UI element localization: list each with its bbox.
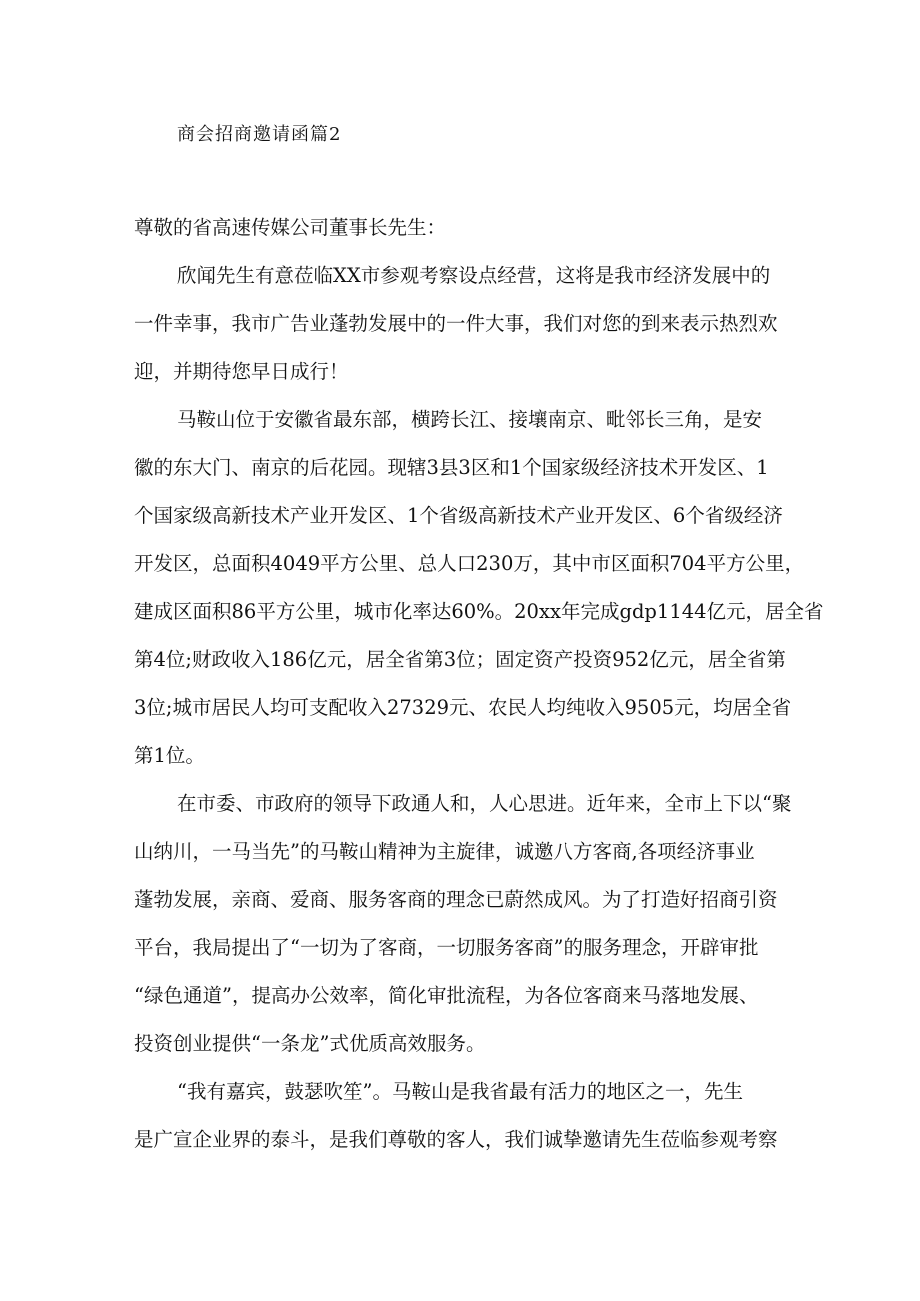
paragraph-4-line-2: 是广宣企业界的泰斗，是我们尊敬的客人，我们诚挚邀请先生莅临参观考察: [134, 1128, 778, 1151]
paragraph-1-line-1: 欣闻先生有意莅临XX市参观考察设点经营，这将是我市经济发展中的: [177, 264, 771, 287]
paragraph-3-line-1: 在市委、市政府的领导下政通人和，人心思进。近年来，全市上下以“聚: [177, 792, 792, 815]
paragraph-3-line-6: 投资创业提供“一条龙”式优质高效服务。: [134, 1032, 486, 1055]
paragraph-3-line-3: 蓬勃发展，亲商、爱商、服务客商的理念已蔚然成风。为了打造好招商引资: [134, 888, 778, 911]
paragraph-3-line-5: “绿色通道”，提高办公效率，简化审批流程，为各位客商来马落地发展、: [134, 984, 759, 1007]
paragraph-2-line-7: 3位;城市居民人均可支配收入27329元、农民人均纯收入9505元，均居全省: [134, 696, 792, 719]
paragraph-1-line-2: 一件幸事，我市广告业蓬勃发展中的一件大事，我们对您的到来表示热烈欢: [134, 312, 778, 335]
paragraph-2-line-5: 建成区面积86平方公里，城市化率达60%。20xx年完成gdp1144亿元，居全省: [134, 600, 824, 623]
paragraph-3-line-2: 山纳川，一马当先”的马鞍山精神为主旋律，诚邀八方客商,各项经济事业: [134, 840, 755, 863]
salutation: 尊敬的省高速传媒公司董事长先生：: [134, 216, 447, 239]
paragraph-2-line-4: 开发区，总面积4049平方公里、总人口230万，其中市区面积704平方公里，: [134, 552, 805, 575]
paragraph-2-line-2: 徽的东大门、南京的后花园。现辖3县3区和1个国家级经济技术开发区、1: [134, 456, 769, 479]
paragraph-2-line-8: 第1位。: [134, 744, 205, 767]
paragraph-4-line-1: “我有嘉宾，鼓瑟吹笙”。马鞍山是我省最有活力的地区之一，先生: [177, 1080, 743, 1103]
paragraph-2-line-3: 个国家级高新技术产业开发区、1个省级高新技术产业开发区、6个省级经济: [134, 504, 783, 527]
paragraph-3-line-4: 平台，我局提出了“一切为了客商，一切服务客商”的服务理念，开辟审批: [134, 936, 759, 959]
paragraph-1-line-3: 迎，并期待您早日成行！: [134, 360, 349, 383]
paragraph-2-line-6: 第4位;财政收入186亿元，居全省第3位；固定资产投资952亿元，居全省第: [134, 648, 786, 671]
paragraph-2-line-1: 马鞍山位于安徽省最东部，横跨长江、接壤南京、毗邻长三角，是安: [177, 408, 763, 431]
document-title: 商会招商邀请函篇2: [177, 124, 342, 145]
